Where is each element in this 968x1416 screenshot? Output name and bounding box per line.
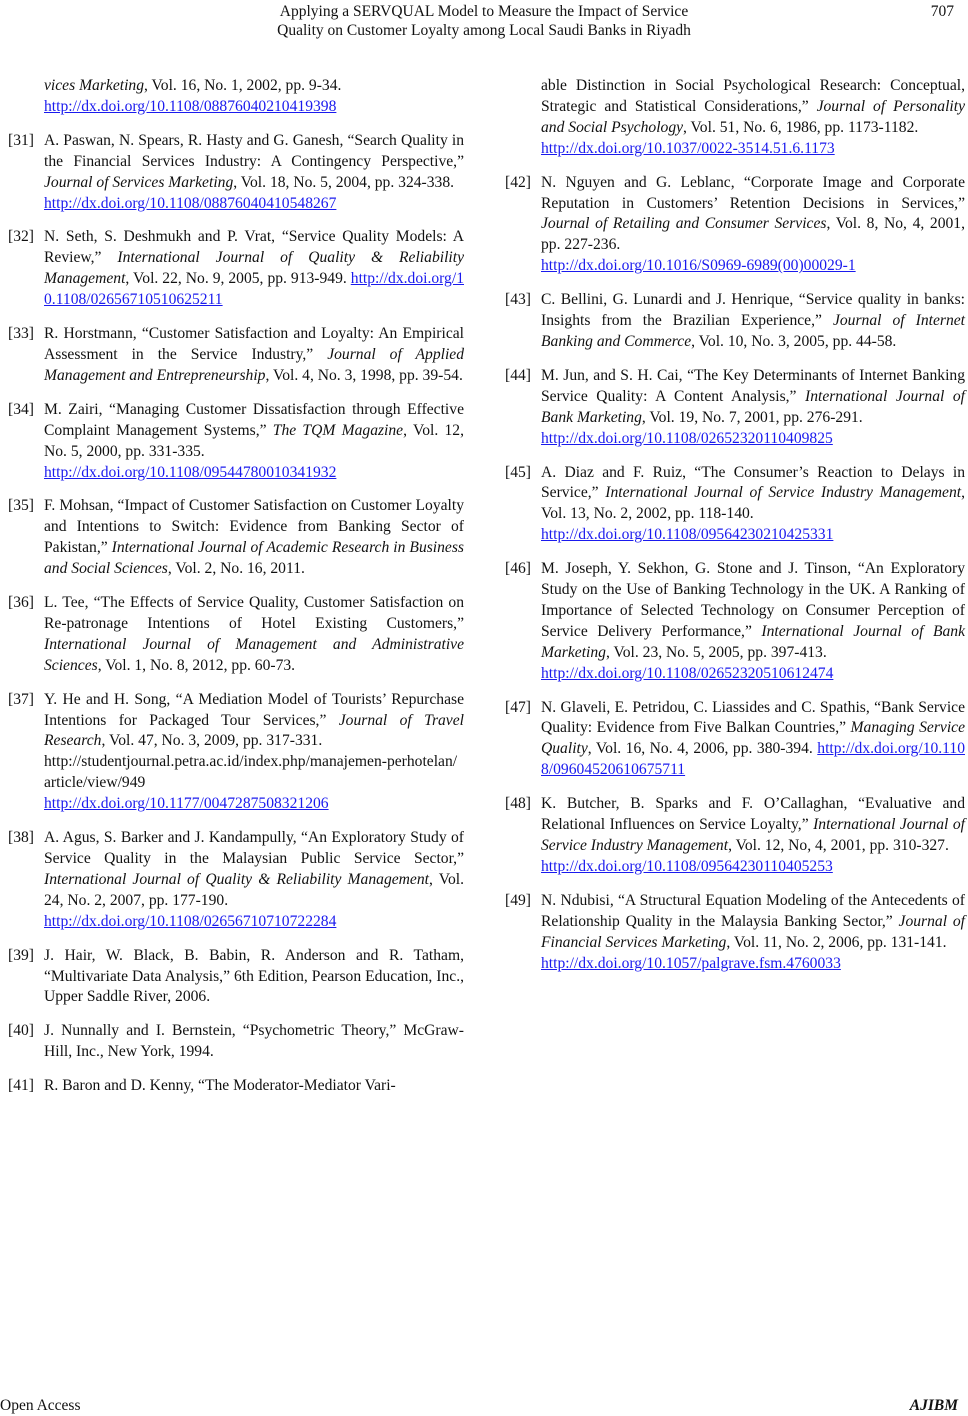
reference-continuation xyxy=(505,76,965,160)
doi-link[interactable]: http://dx.doi.org/10.1057/palgrave.fsm.4760033 xyxy=(541,954,841,972)
doi-link[interactable]: http://dx.doi.org/10.1108/09544780010341932 xyxy=(44,463,337,481)
footer-open-access: Open Access xyxy=(0,1397,81,1414)
reference-body xyxy=(541,794,965,878)
reference-number: [49] xyxy=(505,891,531,909)
reference-number: [47] xyxy=(505,698,531,716)
reference-journal: Journal of Financial Services Marketing xyxy=(541,912,965,951)
reference-body xyxy=(44,1021,464,1063)
doi-link[interactable]: http://dx.doi.org/10.1108/09564230210425331 xyxy=(541,526,834,544)
reference-text: , Vol. 19, No. 7, 2001, pp. 276-291. xyxy=(641,408,863,426)
reference-body xyxy=(44,131,464,215)
doi-link[interactable]: http://dx.doi.org/10.1037/0022-3514.51.6.1173 xyxy=(541,139,835,157)
doi-link[interactable]: http://dx.doi.org/10.1108/02656710510625211 xyxy=(44,270,464,309)
reference-text: able Distinction in Social Psychological Research: Conceptual, Strategic and Statistical Considerations,” xyxy=(541,77,965,115)
reference-number: [40] xyxy=(8,1022,34,1040)
header-title-line2: Quality on Customer Loyalty among Local Saudi Banks in Riyadh xyxy=(277,22,691,39)
doi-link[interactable]: http://dx.doi.org/10.1108/02656710710722284 xyxy=(44,912,337,930)
reference-number: [33] xyxy=(8,325,34,343)
reference-body xyxy=(44,1076,464,1097)
reference-number: [45] xyxy=(505,463,531,481)
reference-number: [41] xyxy=(8,1077,34,1095)
reference-body xyxy=(541,698,965,782)
reference-text: R. Baron and D. Kenny, “The Moderator-Mediator Vari- xyxy=(44,1077,396,1095)
reference-journal: Journal of Travel Research xyxy=(44,711,464,750)
reference-number: [31] xyxy=(8,131,34,149)
reference-text: N. Seth, S. Deshmukh and P. Vrat, “Service Quality Models: A Review,” xyxy=(44,228,464,267)
doi-link[interactable]: http://dx.doi.org/10.1108/09564230110405253 xyxy=(541,857,833,875)
reference-text: , Vol. 47, No. 3, 2009, pp. 317-331. xyxy=(101,732,323,750)
reference-item xyxy=(8,496,464,580)
reference-journal: Journal of Applied Management and Entrepreneurship xyxy=(44,345,464,384)
reference-body xyxy=(44,690,464,815)
reference-body xyxy=(541,559,965,684)
reference-text: , Vol. 23, No. 5, 2005, pp. 397-413. xyxy=(605,643,827,661)
reference-journal: Journal of Personality and Social Psychology xyxy=(541,97,965,136)
reference-text: C. Bellini, G. Lunardi and J. Henrique, “Service quality in banks: Insights from the Brazilian Experience,” xyxy=(541,291,965,330)
reference-body xyxy=(44,324,464,387)
reference-text: , Vol. 12, No, 4, 2001, pp. 310-327. xyxy=(728,837,949,854)
reference-text: , Vol. 51, No. 6, 1986, pp. 1173-1182. xyxy=(683,118,919,136)
reference-number: [44] xyxy=(505,366,531,384)
reference-body xyxy=(44,496,464,580)
reference-item xyxy=(8,227,464,311)
reference-body xyxy=(44,828,464,933)
reference-item xyxy=(505,463,965,547)
reference-text: R. Horstmann, “Customer Satisfaction and Loyalty: An Empirical Assessment in the Service Industry,” xyxy=(44,325,464,363)
reference-body xyxy=(44,946,464,1009)
reference-body xyxy=(541,173,965,278)
reference-number: [36] xyxy=(8,594,34,612)
reference-body xyxy=(8,76,464,118)
doi-link[interactable]: http://dx.doi.org/10.1108/09604520610675711 xyxy=(541,740,965,779)
reference-journal: Journal of Retailing and Consumer Services xyxy=(541,215,827,233)
references-left-column xyxy=(8,76,464,1110)
reference-item xyxy=(505,559,965,684)
reference-number: [35] xyxy=(8,497,34,515)
reference-number: [43] xyxy=(505,291,531,309)
reference-journal: International Journal of Bank Marketing xyxy=(541,622,965,661)
doi-link[interactable]: http://dx.doi.org/10.1108/08876040410548267 xyxy=(44,194,337,212)
reference-body xyxy=(505,76,965,160)
reference-journal: Managing Service Quality xyxy=(541,719,965,758)
reference-text: , Vol. 18, No. 5, 2004, pp. 324-338. xyxy=(233,173,455,191)
reference-text: , Vol. 2, No. 16, 2011. xyxy=(167,560,305,578)
header-title-line1: Applying a SERVQUAL Model to Measure the Impact of Service xyxy=(279,3,689,20)
reference-body xyxy=(541,891,965,975)
reference-text: , Vol. 16, No. 4, 2006, pp. 380-394. xyxy=(587,740,818,758)
reference-body xyxy=(44,227,464,311)
reference-continuation xyxy=(8,76,464,118)
reference-journal: International Journal of Service Industry Management xyxy=(605,484,962,502)
reference-item xyxy=(8,324,464,387)
reference-item xyxy=(8,131,464,215)
reference-text: A. Paswan, N. Spears, R. Hasty and G. Ganesh, “Search Quality in the Financial Services Industry: A Contingency Perspective,” xyxy=(44,131,464,170)
reference-item xyxy=(8,690,464,815)
reference-text: , Vol. 1, No. 8, 2012, pp. 60-73. xyxy=(97,656,296,674)
reference-item xyxy=(8,1021,464,1063)
reference-journal: Journal of Services Marketing xyxy=(44,173,234,191)
reference-number: [37] xyxy=(8,690,34,708)
reference-journal: vices Marketing xyxy=(44,77,145,94)
reference-item xyxy=(505,891,965,975)
reference-url: http://studentjournal.petra.ac.id/index.php/manajemen-perhotelan/article/view/949 xyxy=(44,753,458,792)
doi-link[interactable]: http://dx.doi.org/10.1108/02652320510612474 xyxy=(541,664,834,682)
reference-item xyxy=(505,366,965,450)
reference-text: , Vol. 16, No. 1, 2002, pp. 9-34. xyxy=(144,77,342,94)
reference-text: Y. He and H. Song, “A Mediation Model of Tourists’ Repurchase Intentions for Packaged Tour Services,” xyxy=(44,690,464,729)
doi-link[interactable]: http://dx.doi.org/10.1108/08876040210419398 xyxy=(44,97,337,115)
reference-journal: International Journal of Service Industry Management xyxy=(541,816,966,854)
reference-body xyxy=(541,290,965,353)
reference-text: N. Nguyen and G. Leblanc, “Corporate Image and Corporate Reputation in Customers’ Retention Decisions in Services,” xyxy=(541,173,965,212)
reference-text: M. Jun, and S. H. Cai, “The Key Determinants of Internet Banking Service Quality: A Content Analysis,” xyxy=(541,366,965,405)
reference-journal: Journal of Internet Banking and Commerce xyxy=(541,312,965,350)
reference-item xyxy=(8,1076,464,1097)
reference-item xyxy=(8,946,464,1009)
reference-journal: International Journal of Academic Research in Business and Social Sciences xyxy=(44,539,464,578)
reference-body xyxy=(541,366,965,450)
reference-body xyxy=(44,400,464,484)
reference-item xyxy=(505,173,965,278)
reference-item xyxy=(8,828,464,933)
doi-link[interactable]: http://dx.doi.org/10.1177/0047287508321206 xyxy=(44,795,329,813)
reference-body xyxy=(541,463,965,547)
reference-number: [39] xyxy=(8,946,34,964)
reference-number: [42] xyxy=(505,173,531,191)
reference-journal: International Journal of Quality & Reliability Management xyxy=(44,249,464,288)
reference-text: N. Ndubisi, “A Structural Equation Modeling of the Antecedents of Relationship Quality in the Malaysia Banking Sector,” xyxy=(541,891,965,930)
reference-text: , Vol. 4, No. 3, 1998, pp. 39-54. xyxy=(265,366,463,384)
reference-text: F. Mohsan, “Impact of Customer Satisfaction on Customer Loyalty and Intentions to Switch: Evidence from Banking Sector of Pakistan,” xyxy=(44,497,464,557)
reference-text: , Vol. 13, No. 2, 2002, pp. 118-140. xyxy=(541,484,965,523)
page-number: 707 xyxy=(930,3,954,20)
reference-text: A. Diaz and F. Ruiz, “The Consumer’s Reaction to Delays in Service,” xyxy=(541,463,965,502)
reference-number: [32] xyxy=(8,228,34,246)
reference-text: , Vol. 8, No, 4, 2001, pp. 227-236. xyxy=(541,215,965,254)
reference-number: [38] xyxy=(8,829,34,847)
reference-text: , Vol. 22, No. 9, 2005, pp. 913-949. xyxy=(125,270,351,288)
reference-item xyxy=(505,794,965,878)
reference-body xyxy=(44,593,464,677)
reference-item xyxy=(505,290,965,353)
reference-text: J. Nunnally and I. Bernstein, “Psychometric Theory,” McGraw-Hill, Inc., New York, 1994. xyxy=(44,1022,464,1061)
reference-text: M. Joseph, Y. Sekhon, G. Stone and J. Tinson, “An Exploratory Study on the Use of Banking Technology in the UK. A Ranking of Importance of Selected Technology on Consumer Perception of Service Delivery Performance,” xyxy=(541,560,965,640)
reference-text: , Vol. 24, No. 2, 2007, pp. 177-190. xyxy=(44,870,465,909)
header-title xyxy=(0,2,968,40)
reference-number: [46] xyxy=(505,560,531,578)
reference-text: L. Tee, “The Effects of Service Quality, Customer Satisfaction on Re-patronage Intentions of Hotel Existing Customers,” xyxy=(44,594,464,632)
reference-text: J. Hair, W. Black, B. Babin, R. Anderson and R. Tatham, “Multivariate Data Analysis,” 6th Edition, Pearson Education, Inc., Upper Saddle River, 2006. xyxy=(44,946,464,1006)
reference-journal: International Journal of Management and Administrative Sciences xyxy=(44,635,464,674)
doi-link[interactable]: http://dx.doi.org/10.1016/S0969-6989(00)00029-1 xyxy=(541,257,856,275)
reference-item xyxy=(8,593,464,677)
reference-text: , Vol. 11, No. 2, 2006, pp. 131-141. xyxy=(726,933,947,951)
reference-text: M. Zairi, “Managing Customer Dissatisfaction through Effective Complaint Management Systems,” xyxy=(44,400,464,439)
reference-text: N. Glaveli, E. Petridou, C. Liassides and C. Spathis, “Bank Service Quality: Evidence from Five Balkan Countries,” xyxy=(541,698,965,737)
reference-journal: The TQM Magazine xyxy=(272,421,404,439)
references-right-column xyxy=(505,76,965,987)
reference-item xyxy=(505,698,965,782)
reference-item xyxy=(8,400,464,484)
footer-journal-abbrev: AJIBM xyxy=(909,1397,958,1414)
reference-number: [48] xyxy=(505,795,531,813)
reference-text: , Vol. 10, No. 3, 2005, pp. 44-58. xyxy=(691,332,897,350)
reference-journal: International Journal of Quality & Reliability Management xyxy=(44,870,429,888)
doi-link[interactable]: http://dx.doi.org/10.1108/02652320110409825 xyxy=(541,429,833,447)
running-header xyxy=(0,0,968,44)
reference-journal: International Journal of Bank Marketing xyxy=(541,387,966,426)
reference-number: [34] xyxy=(8,400,34,418)
reference-text: K. Butcher, B. Sparks and F. O’Callaghan, “Evaluative and Relational Influences on Service Loyalty,” xyxy=(541,795,965,834)
reference-text: A. Agus, S. Barker and J. Kandampully, “An Exploratory Study of Service Quality in the Malaysian Public Service Sector,” xyxy=(44,829,464,867)
reference-text: , Vol. 12, No. 5, 2000, pp. 331-335. xyxy=(44,421,464,460)
